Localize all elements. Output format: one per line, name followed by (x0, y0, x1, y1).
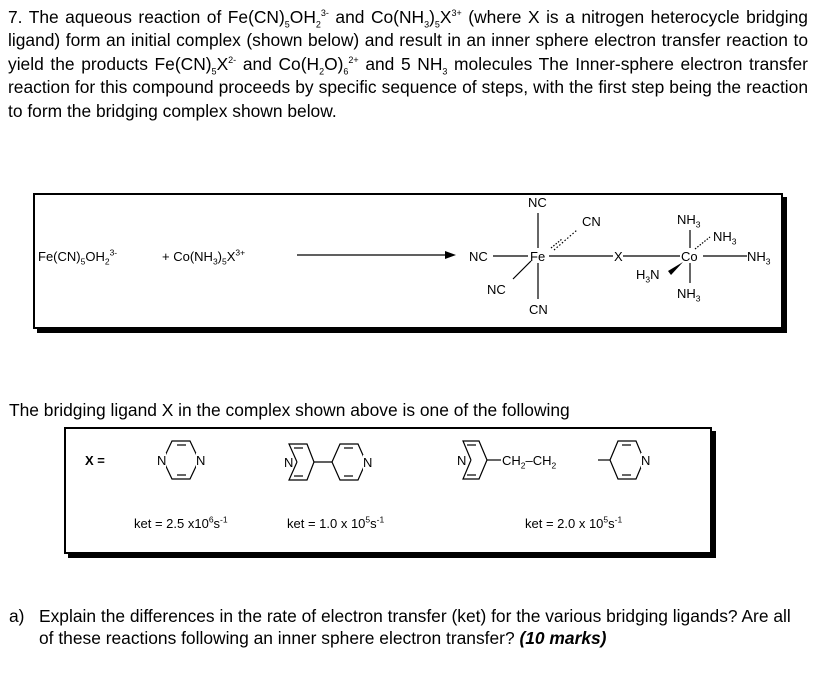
ligand-structures (66, 429, 710, 552)
bispyridylethane-n1: N (457, 453, 467, 468)
fe-atom-label: Fe (530, 249, 546, 264)
nc-bottom-left-label: NC (487, 282, 506, 297)
co-atom-label: Co (681, 249, 698, 264)
h3n-left-label: $H_3N$ (636, 267, 660, 285)
part-a-marks: (10 marks) (519, 628, 607, 648)
cn-hashed-label: CN (582, 214, 601, 229)
bipyridine-rings (289, 444, 366, 480)
part-a-label: a) (9, 606, 25, 626)
bispyridylethane-n2: N (641, 453, 651, 468)
x-equals-label: X = (85, 453, 105, 468)
reactant-fe-complex: $Fe(CN)_5OH_2^{3-}$ (38, 247, 118, 267)
nh3-bottom-label: $NH_3$ (677, 286, 701, 304)
question-intro: 7. The aqueous reaction of $Fe(CN)_5OH_2^{3-}$ and $Co(NH_3)_5X^{3+}$ (where X is a nitrogen heterocycle bridging ligand) form an initial complex (shown below) and result in an inner sphere electron transfer reaction to yield the products $Fe(CN)_5X^{2-}$ and $Co(H_2O)_6^{2+}$ and 5 $NH_3$ molecules The Inner-sphere electron transfer reaction for this compound proceeds by specific sequence of steps, with the first step being the reaction to form the bridging complex shown below. (8, 7, 808, 121)
bipyridine-n2: N (363, 455, 373, 470)
pyrazine-ring (163, 441, 199, 479)
part-a-text: Explain the differences in the rate of electron transfer (ket) for the various bridging ligands? Are all of these reactions following an inner sphere electron transfer? (39, 606, 791, 648)
cn-top-label: NC (528, 195, 547, 210)
pyrazine-n1: N (157, 453, 167, 468)
ligands-caption: The bridging ligand X in the complex shown above is one of the following (9, 400, 570, 420)
nh3-top-label: $NH_3$ (677, 212, 701, 230)
ket-bipyridine: ket = 1.0 x $10^5s^{-1}$ (287, 514, 385, 531)
ethane-bridge-label: $CH_2-CH_2$ (502, 453, 557, 471)
bridged-complex-drawing (35, 195, 781, 327)
nh3-right-label: $NH_3$ (747, 249, 771, 267)
pyrazine-n2: N (196, 453, 206, 468)
ket-bispyridylethane: ket = 2.0 x $10^5s^{-1}$ (525, 514, 623, 531)
nh3-hashed-label: $NH_3$ (713, 229, 737, 247)
question-part-a (9, 605, 799, 649)
nc-left-label: NC (469, 249, 488, 264)
ket-pyrazine: ket = 2.5 $x10^6s^{-1}$ (134, 514, 228, 531)
reaction-scheme-box (33, 193, 783, 329)
bridging-x-label: X (614, 249, 623, 264)
reaction-arrow (297, 251, 456, 259)
bipyridine-n1: N (284, 455, 294, 470)
ligand-options-box (64, 427, 712, 554)
cn-bottom-label: CN (529, 302, 548, 317)
reactant-co-complex: + $Co(NH_3)_5X^{3+}$ (162, 247, 246, 267)
